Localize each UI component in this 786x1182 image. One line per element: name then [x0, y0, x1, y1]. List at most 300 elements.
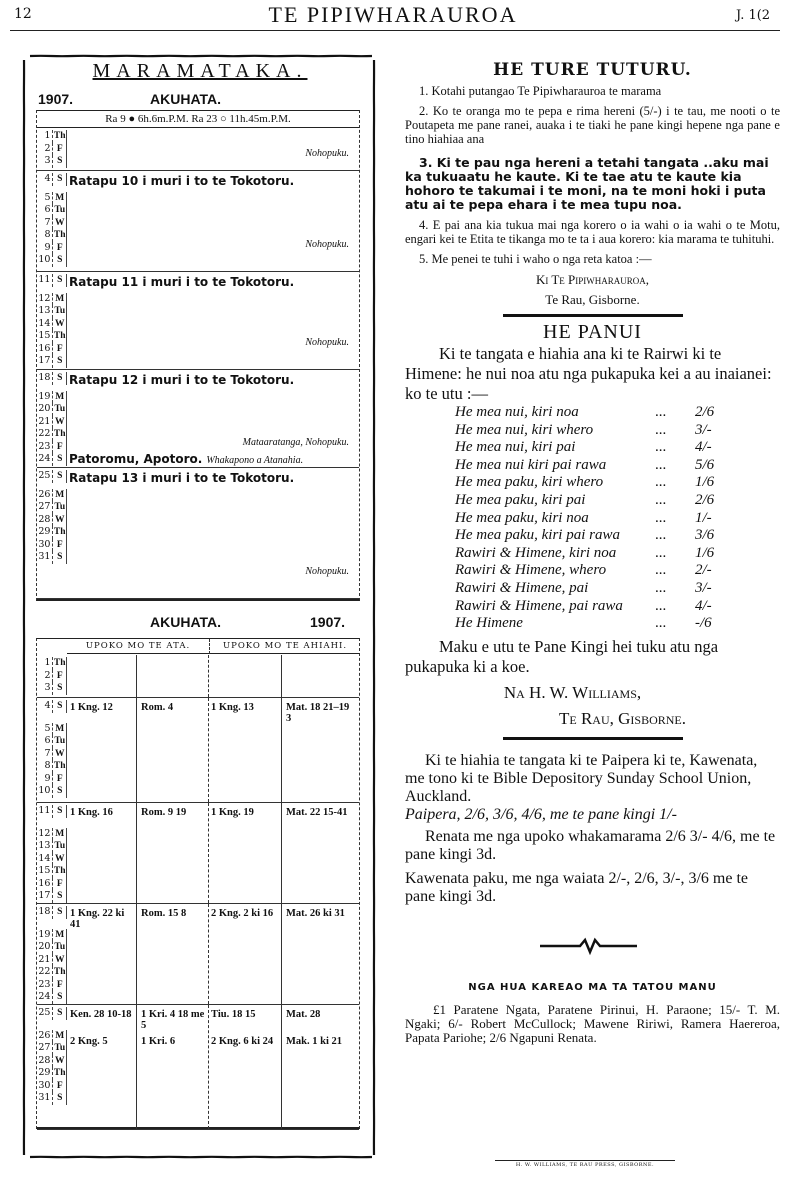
day-row [37, 173, 67, 186]
leader-dots: ... [655, 404, 667, 420]
day-number: 24 [37, 991, 53, 1004]
day-number: 6 [37, 204, 53, 217]
price-row [455, 474, 780, 492]
lesson-group [37, 655, 359, 698]
weekday: W [53, 853, 67, 866]
day-row [37, 192, 67, 205]
day-column [37, 906, 67, 1004]
lesson-reading: 1 Kng. 19 [211, 807, 254, 818]
weekday: M [53, 929, 67, 942]
leader-dots: ... [655, 527, 667, 544]
address-line-1: Ki Te Pipiwharauroa, [535, 272, 650, 287]
ornament-divider-icon [405, 934, 780, 958]
notice-outro: Maku e utu te Pane Kingi hei tuku atu nga pukapuka ki a koe. [405, 636, 719, 676]
price-value: 2/6 [695, 491, 715, 508]
weekday: Tu [54, 841, 66, 851]
day-number: 10 [37, 254, 53, 267]
lesson-reading: Mak. 1 ki 21 [286, 1036, 343, 1047]
column-divider [281, 1005, 282, 1129]
sunday-title: Ratapu 12 i muri i to te Tokotoru. [69, 373, 295, 387]
lesson-reading: Rom. 9 19 [141, 807, 187, 818]
day-number: 29 [37, 1067, 53, 1080]
day-number: 27 [37, 501, 53, 514]
lesson-group [37, 698, 359, 803]
day-row [37, 372, 67, 385]
rule-3: 3. Ki te pau nga hereni a tetahi tangata ..aku mai ka tukuaatu he kaute. Ki te tae atu te kaute kia hohoro te takumai i te moni, na te moni hoki i puta atu ai te pepa ehara i te mea tupu noa. [405, 155, 769, 212]
leader-dots: ... [655, 491, 667, 508]
day-column [37, 1007, 67, 1105]
rule-4: 4. E pai ana kia tukua mai nga korero o ia wahi o ia wahi o te Motu, engari kei te Etita te tikanga mo te ta i aua korero: kia marama te tuhituhi. [405, 218, 780, 246]
day-number: 24 [37, 453, 53, 466]
day-row [37, 143, 67, 156]
day-row [37, 760, 67, 773]
day-row [37, 700, 67, 713]
weekday: Tu [54, 736, 66, 746]
weekday: Tu [54, 205, 66, 215]
day-row [37, 1080, 67, 1093]
weekday: Th [53, 331, 66, 341]
notice-place: Te Rau, Gisborne. [558, 708, 686, 728]
day-column [37, 274, 67, 368]
page-number: 12 [14, 6, 32, 22]
day-number: 5 [37, 192, 53, 205]
day-number: 2 [37, 143, 53, 156]
day-number: 16 [37, 343, 53, 356]
group-note: Nohopuku. [305, 239, 349, 250]
lesson-reading: 1 Kng. 13 [211, 702, 254, 713]
day-row [37, 501, 67, 514]
column-divider [208, 1005, 209, 1129]
day-number: 11 [37, 805, 53, 818]
leader-dots: ... [655, 509, 667, 526]
weekday: F [53, 979, 67, 992]
weekday: S [53, 991, 67, 1004]
day-row [37, 828, 67, 841]
weekday: S [53, 355, 67, 368]
day-row [37, 735, 67, 748]
weekday: W [53, 416, 67, 429]
day-number: 28 [37, 1055, 53, 1068]
leader-dots: ... [655, 579, 667, 596]
evening-header: UPOKO MO TE AHIAHI. [209, 639, 360, 654]
week-group [37, 128, 359, 171]
day-number: 6 [37, 735, 53, 748]
lesson-group [37, 1005, 359, 1130]
leader-dots: ... [655, 474, 667, 491]
day-row [37, 1092, 67, 1105]
price-row [455, 598, 780, 616]
group-note: Mataaratanga, Nohopuku. [242, 437, 349, 448]
leader-dots: ... [655, 615, 667, 632]
section-rule [503, 314, 683, 317]
lesson-group [37, 904, 359, 1005]
leader-dots: ... [655, 597, 667, 614]
day-row [37, 254, 67, 267]
subscriptions-heading: NGA HUA KAREAO MA TA TATOU MANU [468, 981, 717, 993]
price-row [455, 492, 780, 510]
lesson-group [37, 803, 359, 904]
day-number: 7 [37, 217, 53, 230]
weekday: W [53, 318, 67, 331]
rule-5: 5. Me penei te tuhi i waho o nga reta katoa :— [419, 252, 652, 266]
day-row [37, 489, 67, 502]
day-number: 18 [37, 906, 53, 919]
week-group [37, 272, 359, 370]
day-number: 28 [37, 514, 53, 527]
weekday: F [53, 878, 67, 891]
day-number: 26 [37, 489, 53, 502]
price-item: He mea paku, kiri pai rawa [455, 527, 620, 544]
weekday: S [53, 1007, 67, 1020]
notice-heading: HE PANUI [543, 321, 642, 343]
day-number: 17 [37, 355, 53, 368]
day-row [37, 470, 67, 483]
leader-dots: ... [655, 421, 667, 438]
day-number: 7 [37, 748, 53, 761]
price-row [455, 527, 780, 545]
day-row [37, 773, 67, 786]
day-row [37, 890, 67, 903]
weekday: S [53, 682, 67, 695]
price-row [455, 404, 780, 422]
day-row [37, 1055, 67, 1068]
day-row [37, 416, 67, 429]
price-item: Rawiri & Himene, pai [455, 579, 589, 596]
weekday: W [53, 514, 67, 527]
day-row [37, 906, 67, 919]
day-number: 29 [37, 526, 53, 539]
day-row [37, 941, 67, 954]
weekday: S [53, 551, 67, 564]
day-row [37, 991, 67, 1004]
day-row [37, 670, 67, 683]
weekday: M [53, 192, 67, 205]
feast-note: Whakapono a Atanahia. [206, 455, 304, 466]
weekday: Th [53, 527, 66, 537]
day-number: 31 [37, 1092, 53, 1105]
weekday: S [53, 805, 67, 818]
price-value: 2/- [695, 562, 712, 579]
day-number: 1 [37, 130, 53, 143]
weekday: Th [53, 967, 66, 977]
column-divider [136, 655, 137, 697]
day-number: 21 [37, 416, 53, 429]
day-row [37, 204, 67, 217]
weekday: W [53, 1055, 67, 1068]
sunday-title: Ratapu 10 i muri i to te Tokotoru. [69, 174, 295, 188]
weekday: W [53, 748, 67, 761]
day-row [37, 1042, 67, 1055]
weekday: Tu [54, 306, 66, 316]
lesson-reading: Mat. 26 ki 31 [286, 908, 345, 919]
lesson-reading: 1 Kri. 4 18 me 5 [141, 1009, 205, 1031]
day-number: 16 [37, 878, 53, 891]
weekday: M [53, 828, 67, 841]
weekday: S [53, 453, 67, 466]
day-row [37, 1067, 67, 1080]
day-row [37, 878, 67, 891]
lesson-reading: 1 Kng. 12 [70, 702, 113, 713]
lesson-reading: 1 Kng. 16 [70, 807, 113, 818]
weekday: S [53, 470, 67, 483]
day-number: 9 [37, 773, 53, 786]
weekday: Tu [54, 1043, 66, 1053]
price-value: 4/- [695, 597, 712, 614]
day-column [37, 173, 67, 267]
day-number: 26 [37, 1030, 53, 1043]
day-number: 21 [37, 954, 53, 967]
lesson-reading: Mat. 18 21–19 3 [286, 702, 350, 724]
day-number: 15 [37, 865, 53, 878]
weekday: Tu [54, 404, 66, 414]
day-row [37, 657, 67, 670]
price-item: He mea paku, kiri whero [455, 474, 604, 491]
day-number: 23 [37, 979, 53, 992]
lesson-reading: 2 Kng. 6 ki 24 [211, 1036, 274, 1047]
column-divider [208, 803, 209, 903]
column-divider [136, 904, 137, 1004]
day-number: 14 [37, 853, 53, 866]
day-row [37, 514, 67, 527]
price-item: He Himene [455, 615, 523, 632]
day-row [37, 551, 67, 564]
day-number: 3 [37, 682, 53, 695]
bible-price-1: Paipera, 2/6, 3/6, 4/6, me te pane kingi 1/- [405, 805, 677, 823]
weekday: Tu [54, 502, 66, 512]
weekday: W [53, 217, 67, 230]
column-divider [136, 1005, 137, 1129]
day-row [37, 229, 67, 242]
lesson-reading: 2 Kng. 2 ki 16 [211, 908, 274, 919]
day-row [37, 403, 67, 416]
day-number: 27 [37, 1042, 53, 1055]
price-item: He mea nui, kiri pai [455, 439, 576, 456]
week-group [37, 468, 359, 599]
lesson-reading: Mat. 22 15-41 [286, 807, 348, 818]
day-column [37, 130, 67, 168]
weekday: F [53, 143, 67, 156]
weekday: F [53, 343, 67, 356]
rules-heading: HE TURE TUTURU. [493, 60, 692, 80]
day-row [37, 441, 67, 454]
day-row [37, 330, 67, 343]
weekday: Th [53, 658, 66, 668]
day-number: 30 [37, 1080, 53, 1093]
day-row [37, 966, 67, 979]
day-row [37, 979, 67, 992]
weekday: S [53, 274, 67, 287]
day-number: 31 [37, 551, 53, 564]
day-row [37, 318, 67, 331]
issue-number: J. 1(2 [736, 8, 771, 23]
day-number: 19 [37, 391, 53, 404]
weekday: S [53, 785, 67, 798]
day-number: 18 [37, 372, 53, 385]
day-number: 5 [37, 723, 53, 736]
price-row [455, 422, 780, 440]
weekday: F [53, 773, 67, 786]
weekday: F [53, 1080, 67, 1093]
weekday: Th [53, 131, 66, 141]
column-divider [281, 904, 282, 1004]
day-row [37, 217, 67, 230]
day-number: 15 [37, 330, 53, 343]
day-number: 12 [37, 293, 53, 306]
lesson-reading: Rom. 15 8 [141, 908, 187, 919]
weekday: S [53, 1092, 67, 1105]
calendar-year: 1907. [38, 91, 74, 107]
column-divider [208, 698, 209, 802]
day-row [37, 274, 67, 287]
weekday: S [53, 155, 67, 168]
lesson-reading: 1 Kri. 6 [141, 1036, 176, 1047]
price-row [455, 580, 780, 598]
day-row [37, 355, 67, 368]
column-divider [281, 803, 282, 903]
price-item: Rawiri & Himene, kiri noa [455, 544, 617, 561]
calendar-table [36, 110, 360, 601]
day-number: 8 [37, 229, 53, 242]
day-number: 20 [37, 403, 53, 416]
weekday: Th [53, 1068, 66, 1078]
weekday: S [53, 254, 67, 267]
weekday: W [53, 954, 67, 967]
lessons-year: 1907. [310, 614, 346, 630]
day-column [37, 805, 67, 903]
day-number: 23 [37, 441, 53, 454]
day-number: 17 [37, 890, 53, 903]
weekday: M [53, 293, 67, 306]
printer-imprint: H. W. WILLIAMS, TE RAU PRESS, GISBORNE. [495, 1160, 675, 1168]
day-row [37, 723, 67, 736]
price-value: 1/6 [695, 474, 715, 491]
leader-dots: ... [655, 456, 667, 473]
day-column [37, 470, 67, 564]
price-row [455, 615, 780, 633]
sunday-title: Ratapu 11 i muri i to te Tokotoru. [69, 275, 295, 289]
day-number: 12 [37, 828, 53, 841]
price-value: 3/- [695, 421, 712, 438]
day-row [37, 682, 67, 695]
leader-dots: ... [655, 562, 667, 579]
weekday: F [53, 242, 67, 255]
day-row [37, 428, 67, 441]
column-divider [281, 698, 282, 802]
weekday: M [53, 1030, 67, 1043]
day-row [37, 526, 67, 539]
day-number: 25 [37, 470, 53, 483]
feast-day [69, 452, 303, 466]
price-item: Rawiri & Himene, pai rawa [455, 597, 623, 614]
day-row [37, 805, 67, 818]
notice-signature: Na H. W. Williams, [503, 682, 642, 702]
weekday: M [53, 391, 67, 404]
sunday-title: Ratapu 13 i muri i to te Tokotoru. [69, 471, 295, 485]
price-row [455, 510, 780, 528]
price-value: -/6 [695, 615, 712, 632]
day-number: 22 [37, 428, 53, 441]
week-group [37, 370, 359, 468]
weekday: M [53, 489, 67, 502]
moon-phases: Ra 9 ● 6h.6m.P.M. Ra 23 ○ 11h.45m.P.M. [37, 110, 359, 128]
weekday: F [53, 441, 67, 454]
price-value: 1/- [695, 509, 712, 526]
day-row [37, 155, 67, 168]
day-row [37, 748, 67, 761]
newspaper-title: TE PIPIWHARAUROA [268, 2, 518, 27]
leader-dots: ... [655, 439, 667, 456]
weekday: Th [53, 429, 66, 439]
day-row [37, 242, 67, 255]
feast-title: Patoromu, Apotoro. [69, 452, 203, 466]
price-value: 2/6 [695, 404, 715, 420]
weekday: Tu [54, 942, 66, 952]
lessons-table [36, 638, 360, 1129]
day-row [37, 293, 67, 306]
day-number: 10 [37, 785, 53, 798]
rule-2: 2. Ko te oranga mo te pepa e rima hereni (5/-) i te tau, me nooti o te Poutapeta me pane ranei, auaka i te tiaki he pane kingi hepene nga pane e tino hiahiaa ana [405, 104, 780, 146]
price-value: 3/6 [695, 527, 715, 544]
price-value: 4/- [695, 439, 712, 456]
morning-header: UPOKO MO TE ATA. [67, 639, 209, 654]
day-number: 4 [37, 173, 53, 186]
price-row [455, 562, 780, 580]
weekday: F [53, 670, 67, 683]
day-number: 19 [37, 929, 53, 942]
bible-price-2: Renata me nga upoko whakamarama 2/6 3/- 4/6, me te pane kingi 3d. [405, 827, 776, 863]
day-row [37, 954, 67, 967]
day-number: 13 [37, 305, 53, 318]
day-row [37, 453, 67, 466]
day-number: 4 [37, 700, 53, 713]
day-row [37, 1030, 67, 1043]
weekday: S [53, 372, 67, 385]
lessons-month: AKUHATA. [150, 614, 222, 630]
day-row [37, 130, 67, 143]
day-row [37, 785, 67, 798]
weekday: S [53, 890, 67, 903]
day-row [37, 305, 67, 318]
bible-intro: Ki te hiahia te tangata ki te Paipera ki te, Kawenata, me tono ki te Bible Depository Sunday School Union, Auckland. [405, 751, 758, 805]
day-number: 20 [37, 941, 53, 954]
column-divider [136, 803, 137, 903]
day-number: 11 [37, 274, 53, 287]
notice-intro: Ki te tangata e hiahia ana ki te Rairwi ki te Himene: he nui noa atu nga pukapuka kei a au inaianei: ko te utu :— [405, 344, 772, 403]
day-number: 13 [37, 840, 53, 853]
weekday: F [53, 539, 67, 552]
leader-dots: ... [655, 544, 667, 561]
subscriptions-text: £1 Paratene Ngata, Paratene Pirinui, H. Paraone; 15/- T. M. Ngaki; 6/- Robert McCullock; Mawene Ririwi, Ramera Haereroa, Papata Pariohe; 2/6 Ngapuni Renata. [405, 1001, 780, 1045]
lesson-reading: Mat. 28 [286, 1009, 321, 1020]
weekday: Th [53, 761, 66, 771]
lesson-reading: 1 Kng. 22 ki 41 [70, 908, 125, 930]
price-row [455, 545, 780, 563]
column-divider [281, 655, 282, 697]
price-item: He mea paku, kiri noa [455, 509, 589, 526]
price-item: He mea nui, kiri noa [455, 404, 579, 420]
day-row [37, 865, 67, 878]
price-value: 5/6 [695, 456, 715, 473]
day-row [37, 391, 67, 404]
price-value: 3/- [695, 579, 712, 596]
lesson-reading: Rom. 4 [141, 702, 174, 713]
column-divider [208, 904, 209, 1004]
day-column [37, 700, 67, 798]
weekday: S [53, 173, 67, 186]
bible-price-3: Kawenata paku, me nga waiata 2/-, 2/6, 3/-, 3/6 me te pane kingi 3d. [405, 869, 748, 905]
day-number: 3 [37, 155, 53, 168]
day-number: 1 [37, 657, 53, 670]
